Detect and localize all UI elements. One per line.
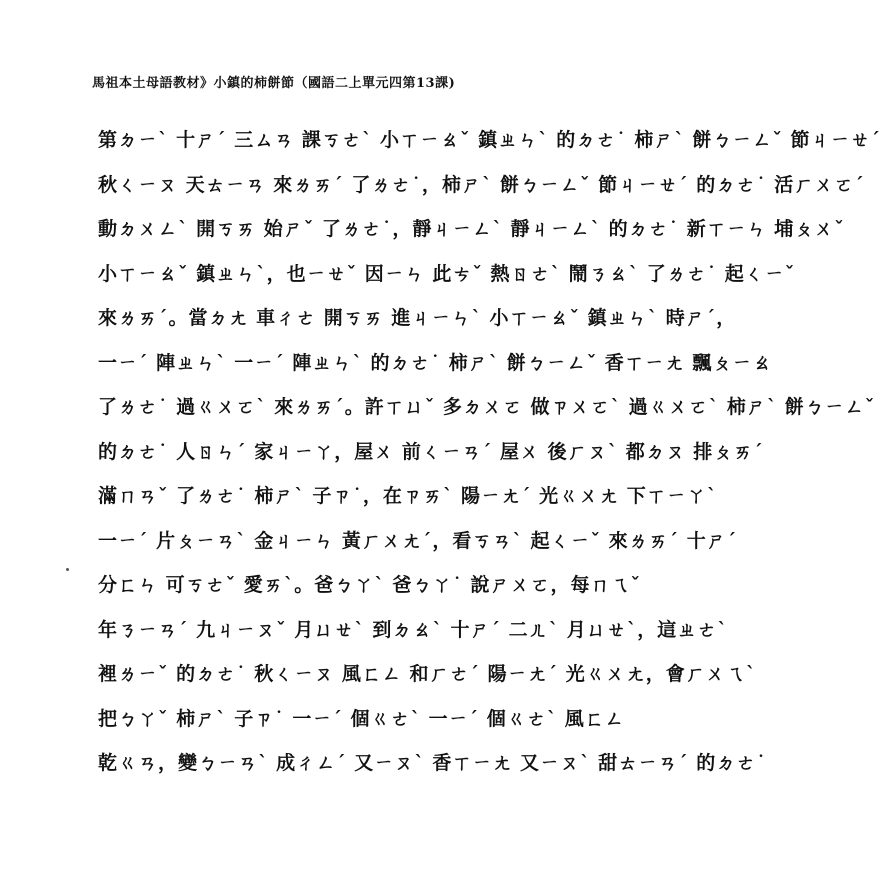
text-line-9: 滿ㄇㄢˇ 了ㄌㄜ˙ 柿ㄕˋ 子ㄗ˙，在ㄗㄞˋ 陽ㄧㄤˊ 光ㄍㄨㄤ 下ㄒㄧㄚˋ xyxy=(98,485,718,507)
text-line-11: 分ㄈㄣ 可ㄎㄜˇ 愛ㄞˋ。爸ㄅㄚˋ 爸ㄅㄚ˙ 說ㄕㄨㄛ，每ㄇㄟˇ xyxy=(98,574,641,596)
text-line-15: 乾ㄍㄢ，變ㄅㄧㄢˋ 成ㄔㄥˊ 又ㄧㄡˋ 香ㄒㄧㄤ 又ㄧㄡˋ 甜ㄊㄧㄢˊ 的ㄉㄜ˙ xyxy=(98,752,767,774)
text-line-12: 年ㄋㄧㄢˊ 九ㄐㄧㄡˇ 月ㄩㄝˋ 到ㄉㄠˋ 十ㄕˊ 二ㄦˋ 月ㄩㄝˋ，這ㄓㄜˋ xyxy=(98,618,728,641)
text-line-1: 第ㄉㄧˋ 十ㄕˊ 三ㄙㄢ 課ㄎㄜˋ 小ㄒㄧㄠˇ 鎮ㄓㄣˋ 的ㄉㄜ˙ 柿ㄕˋ 餅ㄅㄧㄥˇ 節ㄐㄧㄝˊ xyxy=(98,129,881,151)
lesson-header: 馬祖本土母語教材》小鎮的柿餅節（國語二上單元四第13課) xyxy=(92,76,456,91)
lesson-text xyxy=(98,118,881,786)
text-line-13: 裡ㄌㄧˇ 的ㄉㄜ˙ 秋ㄑㄧㄡ 風ㄈㄥ 和ㄏㄜˊ 陽ㄧㄤˊ 光ㄍㄨㄤ，會ㄏㄨㄟˋ xyxy=(98,663,757,685)
text-line-10: 一ㄧˊ 片ㄆㄧㄢˋ 金ㄐㄧㄣ 黃ㄏㄨㄤˊ，看ㄎㄢˋ 起ㄑㄧˇ 來ㄌㄞˊ 十ㄕˊ xyxy=(98,529,738,552)
text-line-14: 把ㄅㄚˇ 柿ㄕˋ 子ㄗ˙ 一ㄧˊ 個ㄍㄜˋ 一ㄧˊ 個ㄍㄜˋ 風ㄈㄥ xyxy=(98,707,625,730)
text-line-4: 小ㄒㄧㄠˇ 鎮ㄓㄣˋ，也ㄧㄝˇ 因ㄧㄣ 此ㄘˇ 熱ㄖㄜˋ 鬧ㄋㄠˋ 了ㄌㄜ˙ 起ㄑㄧˇ xyxy=(98,262,796,285)
text-line-7: 了ㄌㄜ˙ 過ㄍㄨㄛˋ 來ㄌㄞˊ。許ㄒㄩˇ 多ㄉㄨㄛ 做ㄗㄨㄛˋ 過ㄍㄨㄛˋ 柿ㄕˋ 餅ㄅㄧㄥˇ xyxy=(98,396,876,418)
text-line-6: 一ㄧˊ 陣ㄓㄣˋ 一ㄧˊ 陣ㄓㄣˋ 的ㄉㄜ˙ 柿ㄕˋ 餅ㄅㄧㄥˇ 香ㄒㄧㄤ 飄ㄆㄧㄠ xyxy=(98,351,773,374)
text-line-5: 來ㄌㄞˊ。當ㄉㄤ 車ㄔㄜ 開ㄎㄞ 進ㄐㄧㄣˋ 小ㄒㄧㄠˇ 鎮ㄓㄣˋ 時ㄕˊ， xyxy=(98,307,737,329)
text-line-3: 動ㄉㄨㄥˋ 開ㄎㄞ 始ㄕˇ 了ㄌㄜ˙，靜ㄐㄧㄥˋ 靜ㄐㄧㄥˋ 的ㄉㄜ˙ 新ㄒㄧㄣ 埔ㄆㄨˇ xyxy=(98,218,845,240)
text-line-8: 的ㄉㄜ˙ 人ㄖㄣˊ 家ㄐㄧㄚ，屋ㄨ 前ㄑㄧㄢˊ 屋ㄨ 後ㄏㄡˋ 都ㄉㄡ 排ㄆㄞˊ xyxy=(98,440,764,463)
text-line-2: 秋ㄑㄧㄡ 天ㄊㄧㄢ 來ㄌㄞˊ 了ㄌㄜ˙，柿ㄕˋ 餅ㄅㄧㄥˇ 節ㄐㄧㄝˊ 的ㄉㄜ˙ 活ㄏㄨㄛˊ xyxy=(98,173,865,196)
scan-speck xyxy=(66,568,69,571)
